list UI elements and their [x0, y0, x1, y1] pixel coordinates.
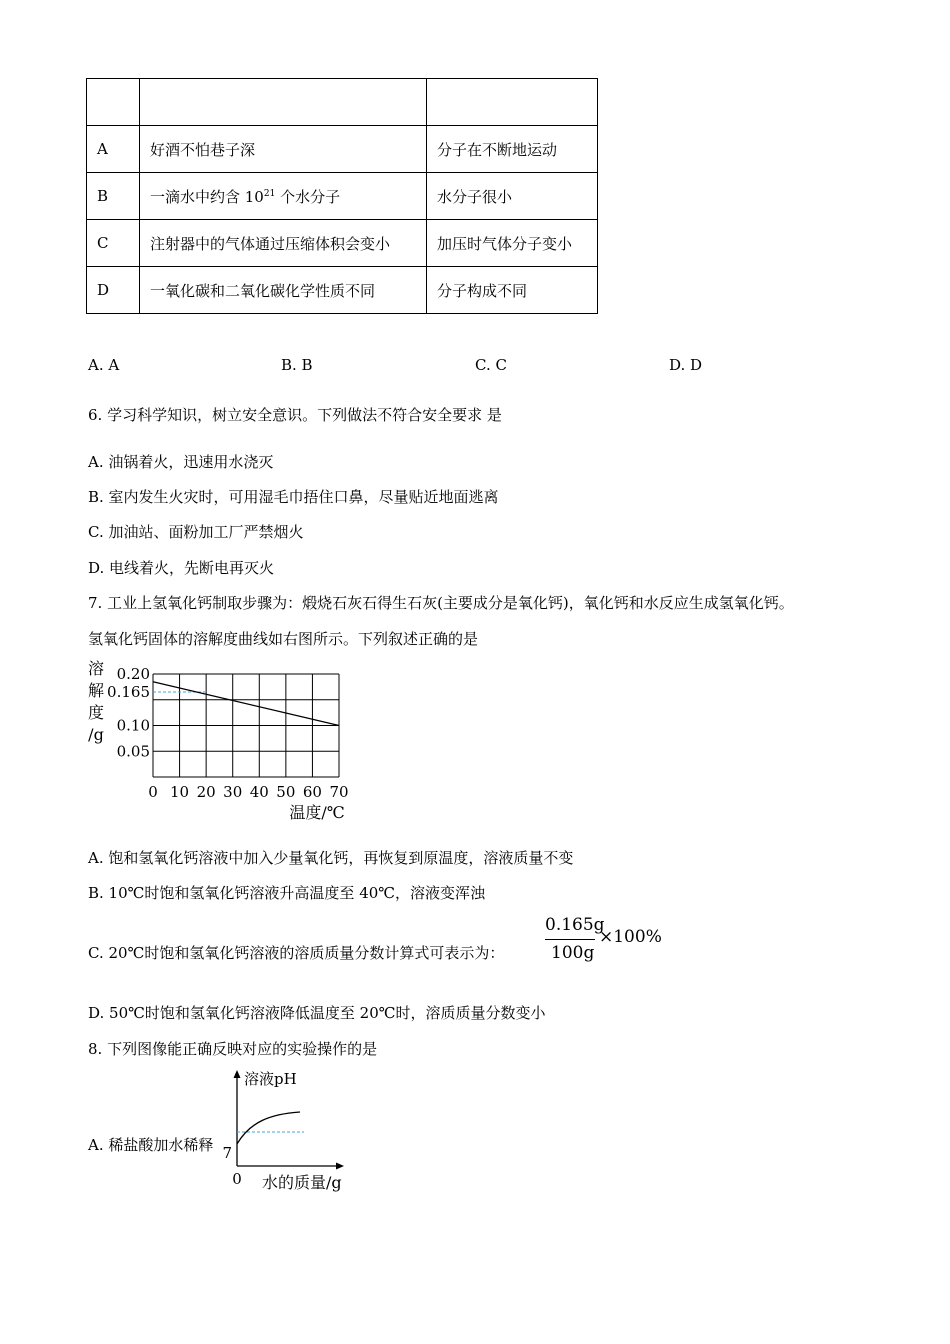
- table-row: [87, 126, 598, 173]
- formula-denominator: 100g: [551, 943, 595, 963]
- y-tick-label: 0.05: [116, 742, 150, 761]
- fact-post: 个水分子: [275, 187, 341, 206]
- solubility-curve: [153, 682, 339, 726]
- table-row: [87, 173, 598, 220]
- row-explanation: 分子在不断地运动: [427, 126, 598, 173]
- q5-option-a[interactable]: A. A: [88, 356, 120, 374]
- y-tick-label: 0.165: [107, 683, 150, 702]
- table-row: [87, 220, 598, 267]
- fact-sup: 21: [263, 188, 276, 199]
- y-tick-label: 0.20: [116, 665, 150, 683]
- y-axis-label: /g: [88, 725, 104, 744]
- q5-option-b[interactable]: B. B: [281, 356, 313, 374]
- q7-option-b[interactable]: B. 10℃时饱和氢氧化钙溶液升高温度至 40℃，溶液变浑浊: [88, 884, 486, 902]
- x-axis-arrow-icon: [336, 1163, 344, 1170]
- solubility-chart: [80, 655, 370, 825]
- origin-label: 0: [232, 1170, 242, 1188]
- x-axis-label: 水的质量/g: [262, 1173, 342, 1192]
- q7-stem-line1: 7. 工业上氢氧化钙制取步骤为：煅烧石灰石得生石灰(主要成分是氧化钙)，氧化钙和水反应生成氢氧化钙。: [88, 594, 794, 612]
- row-fact: 好酒不怕巷子深: [140, 126, 427, 173]
- formula-numerator: 0.165g: [545, 915, 605, 935]
- table-row: [87, 267, 598, 314]
- q6-stem: 6. 学习科学知识，树立安全意识。下列做法不符合安全要求 是: [88, 406, 502, 424]
- y-axis-label: 溶: [87, 659, 105, 678]
- q7-option-c[interactable]: C. 20℃时饱和氢氧化钙溶液的溶质质量分数计算式可表示为：: [88, 944, 505, 962]
- q8-option-a[interactable]: A. 稀盐酸加水稀释: [88, 1136, 214, 1154]
- ph-curve: [237, 1112, 300, 1144]
- row-explanation: [427, 79, 598, 126]
- x-axis-label: 温度/℃: [289, 803, 345, 822]
- q6-option-d[interactable]: D. 电线着火，先断电再灭火: [88, 559, 275, 577]
- row-label: B: [87, 173, 140, 220]
- table-row: [87, 79, 598, 126]
- x-tick-label: 20: [196, 783, 216, 801]
- q6-option-a[interactable]: A. 油锅着火，迅速用水浇灭: [88, 453, 274, 471]
- q6-option-b[interactable]: B. 室内发生火灾时，可用湿毛巾捂住口鼻，尽量贴近地面逃离: [88, 488, 499, 506]
- row-explanation: 分子构成不同: [427, 267, 598, 314]
- x-tick-label: 50: [276, 783, 296, 801]
- x-tick-label: 10: [170, 783, 190, 801]
- fact-pre: 一滴水中约含 10: [150, 187, 264, 206]
- row-explanation: 加压时气体分子变小: [427, 220, 598, 267]
- y-marker-label: 7: [222, 1144, 232, 1162]
- x-tick-label: 30: [223, 783, 243, 801]
- y-axis-label: 解: [87, 681, 105, 700]
- row-fact: 注射器中的气体通过压缩体积会变小: [140, 220, 427, 267]
- y-axis-arrow-icon: [234, 1070, 241, 1078]
- fraction-bar: [545, 939, 595, 940]
- row-fact: [140, 173, 427, 220]
- q7-stem-line2: 氢氧化钙固体的溶解度曲线如右图所示。下列叙述正确的是: [88, 630, 479, 648]
- ph-chart: [220, 1062, 360, 1197]
- x-tick-label: 60: [302, 783, 322, 801]
- row-label: C: [87, 220, 140, 267]
- y-axis-label: 度: [87, 703, 105, 722]
- y-tick-label: 0.10: [116, 716, 150, 735]
- q7-option-d[interactable]: D. 50℃时饱和氢氧化钙溶液降低温度至 20℃时，溶质质量分数变小: [88, 1004, 546, 1022]
- q5-option-c[interactable]: C. C: [475, 356, 507, 374]
- row-fact: 一氧化碳和二氧化碳化学性质不同: [140, 267, 427, 314]
- row-fact: [140, 79, 427, 126]
- q5-option-d[interactable]: D. D: [669, 356, 703, 374]
- row-label: A: [87, 126, 140, 173]
- x-tick-label: 40: [249, 783, 269, 801]
- row-label: [87, 79, 140, 126]
- q7-option-a[interactable]: A. 饱和氢氧化钙溶液中加入少量氧化钙，再恢复到原温度，溶液质量不变: [88, 849, 574, 867]
- row-label: D: [87, 267, 140, 314]
- row-explanation: 水分子很小: [427, 173, 598, 220]
- q8-stem: 8. 下列图像能正确反映对应的实验操作的是: [88, 1040, 378, 1058]
- q6-option-c[interactable]: C. 加油站、面粉加工厂严禁烟火: [88, 523, 304, 541]
- x-tick-label: 70: [329, 783, 349, 801]
- y-axis-label: 溶液pH: [244, 1070, 297, 1088]
- q5-table: [86, 78, 598, 314]
- formula-multiplier: ×100%: [599, 927, 662, 947]
- x-tick-label: 0: [148, 783, 158, 801]
